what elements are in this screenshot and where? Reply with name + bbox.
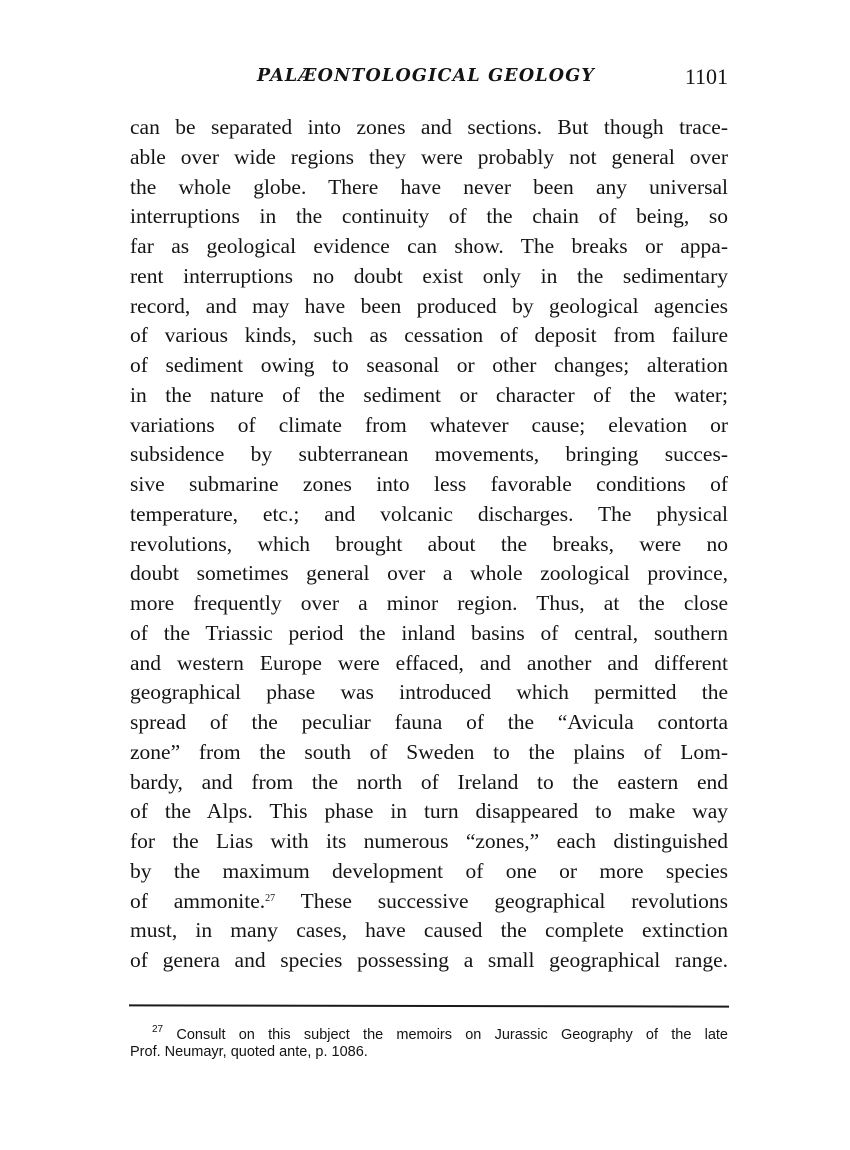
text-line: of various kinds, such as cessation of deposit from failure xyxy=(130,323,728,348)
text-line: doubt sometimes general over a whole zoological province, xyxy=(130,561,728,586)
footnote-number: 27 xyxy=(152,1024,164,1035)
text-line-with-footnote-ref xyxy=(130,887,728,917)
text-line: interruptions in the continuity of the chain of being, so xyxy=(130,204,728,229)
footnote-line: Prof. Neumayr, quoted ante, p. 1086. xyxy=(130,1044,368,1060)
footnote-text: Consult on this subject the memoirs on Jurassic Geography of the late xyxy=(176,1027,728,1043)
page-number: 1101 xyxy=(684,64,728,89)
text-line: more frequently over a minor region. Thus, at the close xyxy=(130,591,728,615)
text-line: subsidence by subterranean movements, bringing succes- xyxy=(130,442,728,467)
text-fragment: of ammonite. xyxy=(130,888,266,913)
text-line: by the maximum development of one or more species xyxy=(130,858,728,883)
text-line: and western Europe were effaced, and another and different xyxy=(130,650,728,675)
text-line: of sediment owing to seasonal or other changes; alteration xyxy=(130,353,728,377)
text-line: able over wide regions they were probably not general over xyxy=(130,144,728,169)
footnote-reference[interactable]: 27 xyxy=(265,892,276,904)
text-line: bardy, and from the north of Ireland to the eastern end xyxy=(130,769,728,794)
text-line: temperature, etc.; and volcanic discharges. The physical xyxy=(130,501,728,526)
footnote-line xyxy=(130,1024,728,1044)
text-line: rent interruptions no doubt exist only in the sedimentary xyxy=(130,263,728,288)
text-line: geographical phase was introduced which permitted the xyxy=(130,680,728,705)
footnotes xyxy=(130,1024,728,1061)
running-title: PALÆONTOLOGICAL GEOLOGY xyxy=(257,66,596,86)
text-line: for the Lias with its numerous “zones,” each distinguished xyxy=(130,829,728,853)
text-line: record, and may have been produced by geological agencies xyxy=(130,293,728,318)
text-line: of genera and species possessing a small geographical range. xyxy=(130,948,728,972)
text-line: must, in many cases, have caused the complete extinction xyxy=(130,918,728,943)
text-line: of the Triassic period the inland basins of central, southern xyxy=(130,620,728,645)
footnote-divider xyxy=(129,1004,729,1007)
text-line: variations of climate from whatever cause; elevation or xyxy=(130,412,728,437)
text-line: can be separated into zones and sections. But though trace- xyxy=(130,115,728,139)
text-line: spread of the peculiar fauna of the “Avicula contorta xyxy=(130,710,728,734)
body-paragraph xyxy=(130,113,728,976)
text-fragment: These successive geographical revolutions xyxy=(275,888,728,913)
text-line: far as geological evidence can show. The breaks or appa- xyxy=(130,234,728,258)
running-head xyxy=(130,66,728,96)
text-line: sive submarine zones into less favorable conditions of xyxy=(130,472,728,496)
text-line: revolutions, which brought about the breaks, were no xyxy=(130,531,728,556)
text-line: of the Alps. This phase in turn disappeared to make way xyxy=(130,799,728,824)
text-line: the whole globe. There have never been any universal xyxy=(130,174,728,199)
text-line: in the nature of the sediment or character of the water; xyxy=(130,382,728,407)
text-line: zone” from the south of Sweden to the plains of Lom- xyxy=(130,739,728,764)
